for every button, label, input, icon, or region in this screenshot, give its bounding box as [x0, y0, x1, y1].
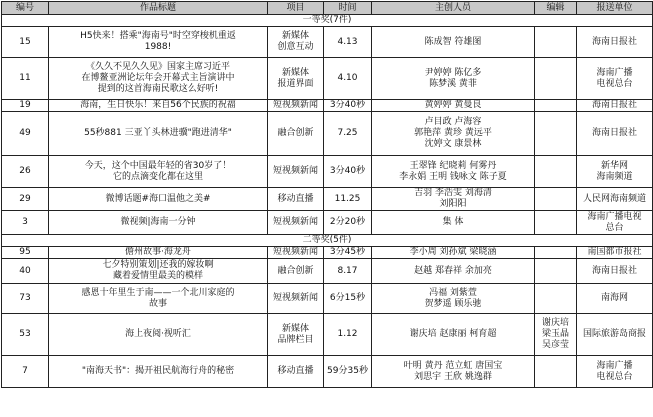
col-header-time: 时间: [324, 2, 372, 15]
cell-unit-line: 海南日报社: [591, 100, 637, 110]
cell-title-line: 它的点滴变化都在这里: [112, 171, 203, 182]
cell-project-line: 融合创新: [277, 265, 314, 276]
cell-unit: [577, 58, 653, 100]
cell-number: 11: [2, 58, 49, 100]
cell-title: [49, 314, 268, 356]
cell-editor: [535, 112, 577, 156]
cell-title: [49, 259, 268, 284]
cell-time: 4.13: [324, 27, 372, 58]
cell-staff-line: 李永娟 王明 钱咏文 陈子夏: [399, 171, 507, 182]
table-body: [2, 15, 653, 388]
cell-title-line: 故事: [148, 298, 167, 309]
cell-editor: [535, 211, 577, 235]
table-row: [2, 188, 653, 211]
cell-staff-line: 王翠锋 纪晓莉 何雾丹: [409, 160, 497, 171]
cell-title-line: 今天，这个中国最年轻的省30岁了！: [84, 160, 232, 171]
cell-title: [49, 100, 268, 112]
cell-staff: [372, 188, 535, 211]
cell-unit-line: 新华网: [600, 160, 628, 171]
cell-staff: [372, 100, 535, 112]
cell-title: [49, 247, 268, 259]
cell-title-line: 海南，生日快乐！来自56个民族的祝福: [80, 100, 236, 110]
cell-unit: [577, 112, 653, 156]
col-header-project: 项目: [268, 2, 324, 15]
cell-project-line: 品牌栏目: [277, 334, 314, 345]
cell-staff: [372, 247, 535, 259]
table-row: [2, 58, 653, 100]
cell-project: [268, 188, 324, 211]
cell-project-line: 新媒体: [281, 323, 309, 334]
cell-project-line: 报道界面: [277, 78, 314, 89]
cell-project: [268, 259, 324, 284]
cell-project: [268, 314, 324, 356]
cell-staff: [372, 314, 535, 356]
cell-staff: [372, 58, 535, 100]
cell-unit: [577, 356, 653, 388]
header-row: [2, 2, 653, 15]
table-row: [2, 27, 653, 58]
cell-project-line: 新媒体: [281, 31, 309, 41]
cell-project-line: 短视频新闻: [272, 293, 318, 303]
cell-number: 95: [2, 247, 49, 259]
table-row: [2, 284, 653, 314]
cell-staff-line: 赵越 郑春祥 余加亮: [414, 265, 492, 276]
cell-editor: [535, 100, 577, 112]
cell-staff-line: 陈梦溪 黄菲: [429, 78, 477, 89]
cell-time: 3分40秒: [324, 156, 372, 188]
cell-number: 26: [2, 156, 49, 188]
table-row: [2, 356, 653, 388]
section-header-row: [2, 235, 653, 247]
cell-title-line: 海上夜阅·视听汇: [125, 329, 191, 339]
cell-title: [49, 112, 268, 156]
cell-project-line: 短视频新闻: [272, 247, 318, 257]
cell-project: [268, 356, 324, 388]
table-row: [2, 314, 653, 356]
cell-unit: [577, 27, 653, 58]
cell-staff-line: 李小周 刘孙斌 梁晓涵: [409, 247, 497, 257]
cell-staff-line: 黄婷婷 黄曼良: [424, 100, 482, 110]
cell-editor: [535, 58, 577, 100]
cell-title-line: 微博话题#海口温他之美#: [105, 193, 211, 204]
cell-title-line: 55秒881 三亚丫头林进骥"跑进清华": [84, 128, 232, 138]
cell-project-line: 移动直播: [277, 366, 314, 376]
cell-unit: [577, 156, 653, 188]
cell-staff: [372, 156, 535, 188]
cell-staff-line: 陈成智 符雄图: [424, 36, 482, 47]
cell-title-line: 七夕特别策划|还我的嫁妆啊: [102, 260, 214, 270]
cell-unit-line: 南海网: [600, 293, 628, 303]
cell-staff: [372, 284, 535, 314]
cell-number: 53: [2, 314, 49, 356]
cell-staff: [372, 112, 535, 156]
cell-staff-line: 尹婷婷 陈亿多: [424, 67, 482, 78]
cell-time: 1.12: [324, 314, 372, 356]
cell-project-line: 新媒体: [281, 67, 309, 78]
cell-unit-line: 海南日报社: [591, 36, 637, 47]
col-header-staff: 主创人员: [372, 2, 535, 15]
cell-time: 3分40秒: [324, 100, 372, 112]
cell-title: [49, 156, 268, 188]
cell-staff: [372, 356, 535, 388]
cell-time: 2分20秒: [324, 211, 372, 235]
cell-unit-line: 海南广播电视: [587, 211, 642, 222]
cell-title-line: 微视频|海南一分钟: [120, 217, 196, 227]
cell-project: [268, 156, 324, 188]
cell-number: 3: [2, 211, 49, 235]
cell-time: 59分35秒: [324, 356, 372, 388]
cell-title: [49, 356, 268, 388]
cell-unit-line: 总台: [605, 222, 624, 233]
cell-title-line: "南海天书"：揭开祖民航海行舟的秘密: [81, 366, 235, 376]
col-header-unit: 报送单位: [577, 2, 653, 15]
cell-project-line: 融合创新: [277, 128, 314, 138]
col-header-editor: 编辑: [535, 2, 577, 15]
cell-staff-line: 郭艳萍 黄珍 黄远平: [414, 128, 492, 138]
cell-number: 15: [2, 27, 49, 58]
cell-project: [268, 58, 324, 100]
cell-unit-line: 南国都市报社: [587, 247, 642, 257]
cell-title: [49, 58, 268, 100]
col-header-number: 编号: [2, 2, 49, 15]
cell-title-line: H5快来！搭乘"海南号"时空穿梭机重返: [80, 31, 236, 41]
cell-staff-line: 贺梦遥 顾乐驰: [424, 298, 482, 309]
cell-editor: [535, 284, 577, 314]
cell-unit: [577, 284, 653, 314]
cell-unit: [577, 188, 653, 211]
cell-editor: [535, 356, 577, 388]
cell-staff-line: 刘思宇 王欣 姚逸群: [414, 371, 492, 382]
cell-unit-line: 国际旅游岛商报: [582, 329, 646, 339]
cell-number: 73: [2, 284, 49, 314]
cell-number: 49: [2, 112, 49, 156]
section-header-row: [2, 15, 653, 27]
cell-number: 7: [2, 356, 49, 388]
award-table: [1, 1, 653, 388]
cell-staff: [372, 211, 535, 235]
cell-project: [268, 27, 324, 58]
table-row: [2, 156, 653, 188]
section-label: 二等奖(5件): [2, 235, 653, 247]
cell-title-line: 藏着爱情里最美的模样: [112, 271, 203, 281]
cell-project-line: 移动直播: [277, 193, 314, 204]
cell-unit: [577, 247, 653, 259]
cell-staff-line: 吉羽 李浩雯 刘海清: [414, 188, 492, 198]
cell-project-line: 短视频新闻: [272, 166, 318, 176]
cell-time: 7.25: [324, 112, 372, 156]
cell-unit-line: 海南频道: [596, 171, 633, 182]
cell-staff-line: 刘阳阳: [439, 199, 467, 209]
cell-project-line: 创意互动: [277, 42, 314, 52]
cell-editor: [535, 156, 577, 188]
cell-project: [268, 211, 324, 235]
cell-editor: [535, 27, 577, 58]
cell-unit: [577, 211, 653, 235]
cell-title-line: 1988!: [144, 42, 172, 52]
cell-project-line: 短视频新闻: [272, 100, 318, 110]
table-row: [2, 112, 653, 156]
cell-project: [268, 247, 324, 259]
table-row: [2, 100, 653, 112]
cell-time: 4.10: [324, 58, 372, 100]
cell-staff-line: 叶明 黄丹 范立虹 唐国宝: [403, 360, 503, 371]
cell-unit-line: 海南广播: [596, 67, 633, 78]
cell-time: 6分15秒: [324, 284, 372, 314]
cell-title: [49, 27, 268, 58]
cell-unit-line: 电视总台: [596, 371, 633, 382]
cell-unit: [577, 100, 653, 112]
cell-title-line: 《久久不见久久见》国家主席习近平: [85, 62, 230, 72]
cell-project-line: 短视频新闻: [272, 217, 318, 227]
cell-unit: [577, 314, 653, 356]
cell-title: [49, 188, 268, 211]
cell-project: [268, 284, 324, 314]
table-row: [2, 259, 653, 284]
cell-number: 40: [2, 259, 49, 284]
cell-staff-line: 沈婷文 康景林: [424, 139, 482, 149]
cell-title-line: 儋州故事·海龙舟: [125, 247, 191, 257]
cell-unit-line: 海南日报社: [591, 128, 637, 138]
cell-time: 8.17: [324, 259, 372, 284]
cell-project: [268, 100, 324, 112]
cell-staff-line: 冯福 刘紫萱: [429, 287, 477, 298]
cell-editor: 谢庆培 梁玉晶 吴彦莹: [535, 314, 577, 356]
cell-staff-line: 集 体: [442, 217, 464, 227]
cell-editor: [535, 247, 577, 259]
cell-title-line: 提到的这首海南民歌这么好听!: [97, 84, 219, 94]
cell-staff: [372, 259, 535, 284]
cell-number: 19: [2, 100, 49, 112]
cell-time: 3分45秒: [324, 247, 372, 259]
table-row: [2, 211, 653, 235]
cell-title: [49, 211, 268, 235]
cell-unit-line: 海南广播: [596, 360, 633, 371]
cell-editor: [535, 259, 577, 284]
cell-project: [268, 112, 324, 156]
section-label: 一等奖(7件): [2, 15, 653, 27]
cell-title: [49, 284, 268, 314]
cell-staff: [372, 27, 535, 58]
cell-staff-line: 谢庆培 赵康丽 柯育超: [409, 329, 497, 339]
col-header-title: 作品标题: [49, 2, 268, 15]
cell-staff-line: 卢目政 卢海容: [424, 117, 482, 127]
cell-unit-line: 人民网海南频道: [582, 193, 646, 204]
cell-unit: [577, 259, 653, 284]
table-row: [2, 247, 653, 259]
cell-number: 29: [2, 188, 49, 211]
cell-time: 11.25: [324, 188, 372, 211]
cell-editor: [535, 188, 577, 211]
cell-unit-line: 电视总台: [596, 78, 633, 89]
cell-title-line: 在博鳌亚洲论坛年会开幕式主旨演讲中: [81, 73, 235, 83]
cell-unit-line: 海南日报社: [591, 265, 637, 276]
cell-title-line: 感恩十年里生于南——一个北川家庭的: [81, 287, 235, 298]
